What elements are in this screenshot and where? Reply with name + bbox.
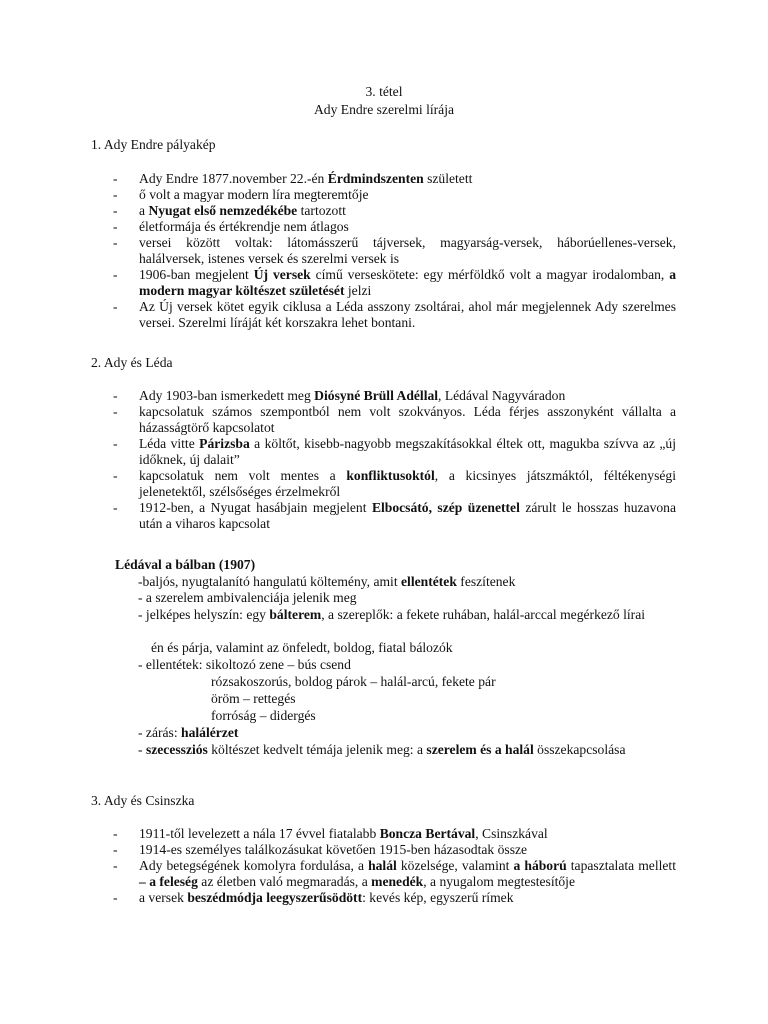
list-item: [113, 267, 676, 299]
bold-text: a modern magyar költészet születését: [139, 267, 676, 298]
text-run: Ady 1903-ban ismerkedett meg: [139, 388, 315, 403]
poem-line: [151, 640, 453, 656]
section-1-list: [113, 171, 676, 331]
text-run: a: [139, 203, 149, 218]
text-run: 1906-ban megjelent: [139, 267, 254, 282]
text-run: forróság – didergés: [211, 708, 316, 723]
text-run: - ellentétek: sikoltozó zene – bús csend: [138, 657, 351, 672]
text-run: -: [138, 742, 146, 757]
text-run: öröm – rettegés: [211, 691, 296, 706]
doc-number: 3. tétel: [365, 84, 403, 99]
text-run: életformája és értékrendje nem átlagos: [139, 219, 349, 234]
text-run: született: [423, 171, 473, 186]
text-run: - zárás:: [138, 725, 182, 740]
text-run: költészet kedvelt témája jelenik meg: a: [207, 742, 427, 757]
bold-text: konfliktusoktól: [346, 468, 435, 483]
bold-text: Érdmindszenten: [327, 171, 424, 186]
bold-text: Párizsba: [199, 436, 250, 451]
list-item: [113, 890, 676, 906]
list-item: [113, 187, 676, 203]
poem-line: [138, 574, 515, 590]
text-run: Léda vitte: [139, 436, 200, 451]
list-item: [113, 219, 676, 235]
bold-text: halálérzet: [181, 725, 239, 740]
bold-text: Elbocsátó, szép üzenettel: [371, 500, 520, 515]
list-item: [113, 171, 676, 187]
text-run: zárult le hosszas huzavona után a viharos kapcsolat: [139, 500, 677, 531]
text-run: az életben való megmaradás, a: [197, 874, 372, 889]
poem-line: [91, 607, 676, 623]
bold-text: szerelem és a halál: [426, 742, 534, 757]
poem-title: Lédával a bálban (1907): [115, 557, 256, 572]
text-run: , Lédával Nagyváradon: [438, 388, 566, 403]
bold-text: beszédmódja leegyszerűsödött: [187, 890, 363, 905]
bold-text: menedék: [371, 874, 424, 889]
text-run: : kevés kép, egyszerű rímek: [362, 890, 514, 905]
poem-line: [138, 742, 676, 758]
section-3-list: [113, 826, 676, 906]
list-item: [113, 235, 676, 267]
text-run: jelzi: [344, 283, 372, 298]
list-item: [113, 468, 676, 500]
text-run: - jelképes helyszín: egy: [138, 607, 270, 622]
text-run: Ady Endre 1877.november 22.-én: [139, 171, 328, 186]
list-item: [113, 858, 676, 890]
text-run: 1911-től levelezett a nála 17 évvel fiatalabb: [139, 826, 380, 841]
text-run: versei között voltak: látomásszerű tájversek, magyarság-versek, háborúellenes-versek, halálversek, istenes versek és szerelmi versek is: [139, 235, 676, 266]
text-run: 1914-es személyes találkozásukat követően 1915-ben házasodtak össze: [139, 842, 528, 857]
text-run: kapcsolatuk számos szempontból nem volt szokványos. Léda férjes asszonyként vállalta a házasságtörő kapcsolatot: [139, 404, 676, 435]
bold-text: Diósyné Brüll Adéllal: [314, 388, 439, 403]
text-run: feszítenek: [456, 574, 516, 589]
bold-text: szecessziós: [145, 742, 208, 757]
text-run: - a szerelem ambivalenciája jelenik meg: [138, 590, 357, 605]
list-item: [113, 203, 676, 219]
bold-text: ellentétek: [401, 574, 457, 589]
text-run: én és párja, valamint az önfeledt, boldog, fiatal bálozók: [151, 640, 453, 655]
bold-text: – a feleség: [139, 874, 198, 889]
text-run: 1912-ben, a Nyugat hasábjain megjelent: [139, 500, 372, 515]
list-item: [113, 299, 676, 331]
poem-line: [211, 691, 296, 707]
list-item: [113, 500, 676, 532]
text-run: a költőt, kisebb-nagyobb megszakításokkal éltek ott, magukba szívva az „új időknek, új dalait”: [139, 436, 676, 467]
text-run: , Csinszkával: [475, 826, 548, 841]
text-run: közelsége, valamint: [396, 858, 514, 873]
text-run: a versek: [139, 890, 188, 905]
text-run: Ady betegségének komolyra fordulása, a: [139, 858, 369, 873]
text-run: című verseskötete: egy mérföldkő volt a magyar irodalomban,: [310, 267, 670, 282]
text-run: kapcsolatuk nem volt mentes a: [139, 468, 347, 483]
bold-text: Új versek: [253, 267, 311, 282]
list-item: [113, 436, 676, 468]
doc-title: Ady Endre szerelmi lírája: [313, 102, 455, 117]
bold-text: Boncza Bertával: [379, 826, 476, 841]
bold-text: a háború: [513, 858, 567, 873]
bold-text: halál: [368, 858, 397, 873]
list-item: [113, 388, 676, 404]
text-run: Az Új versek kötet egyik ciklusa a Léda asszony zsoltárai, ahol már megjelennek Ady szerelmes versei. Szerelmi líráját két korszakra lehet bontani.: [139, 299, 676, 330]
section-3-heading: 3. Ady és Csinszka: [91, 793, 195, 808]
section-1-heading: 1. Ady Endre pályakép: [91, 137, 216, 152]
bold-text: Nyugat első nemzedékébe: [148, 203, 298, 218]
poem-line: [138, 657, 351, 673]
text-run: összekapcsolása: [533, 742, 626, 757]
text-run: tapasztalata mellett: [566, 858, 676, 873]
poem-line: [138, 725, 238, 741]
list-item: [113, 404, 676, 436]
text-run: , a kicsinyes játszmáktól, féltékenységi jelenetektől, szélsőséges érzelmekről: [139, 468, 676, 499]
poem-line: [211, 708, 316, 724]
list-item: [113, 826, 676, 842]
text-run: ő volt a magyar modern líra megteremtője: [139, 187, 369, 202]
section-2-list: [113, 388, 676, 532]
text-run: , a szereplők: a fekete ruhában, halál-arccal megérkező lírai: [321, 607, 646, 622]
section-2-heading: 2. Ady és Léda: [91, 355, 173, 370]
text-run: , a nyugalom megtestesítője: [423, 874, 575, 889]
bold-text: bálterem: [269, 607, 322, 622]
poem-line: [211, 674, 496, 690]
poem-line: [138, 590, 357, 606]
text-run: rózsakoszorús, boldog párok – halál-arcú, fekete pár: [211, 674, 496, 689]
text-run: -baljós, nyugtalanító hangulatú költemény, amit: [138, 574, 402, 589]
text-run: tartozott: [297, 203, 346, 218]
list-item: [113, 842, 676, 858]
